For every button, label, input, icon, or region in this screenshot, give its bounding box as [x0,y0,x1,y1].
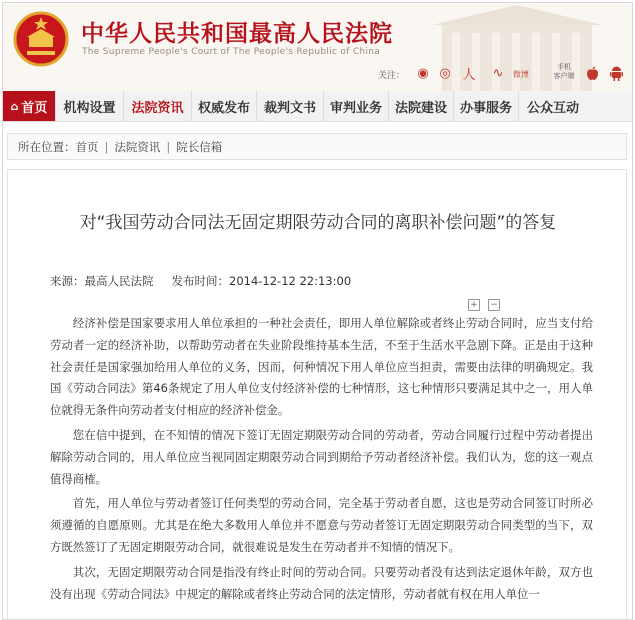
article-paragraph: 其次，无固定期限劳动合同是指没有终止时间的劳动合同。只要劳动者没有达到法定退休年龄，双方也没有出现《劳动合同法》中规定的解除或者终止劳动合同的法定情形，劳动者就有权在用人单位一 [50,564,593,601]
android-icon[interactable] [607,64,625,82]
article-title: 对“我国劳动合同法无固定期限劳动合同的离职补偿问题”的答复 [79,213,557,233]
nav-item-organization[interactable]: 机构设置 [56,91,124,121]
breadcrumb-home[interactable]: 首页 [75,139,99,154]
mobile-label-line1: 手机 [557,63,571,71]
article-paragraph: 您在信中提到，在不知情的情况下签订无固定期限劳动合同的劳动者，劳动合同履行过程中劳动者提出解除劳动合同的，用人单位应当视同固定期限劳动合同到期给予劳动者经济补偿。我们认为，您的这一观点值得商榷。 [50,427,593,486]
article-source: 来源：最高人民法院 [50,274,154,288]
nav-item-trial-business[interactable]: 审判业务 [324,91,389,121]
wechat-icon[interactable]: ◎ [439,65,451,81]
zoom-out-button[interactable]: − [488,299,500,311]
national-emblem-icon [13,11,69,67]
breadcrumb-court-news[interactable]: 法院资讯 [114,139,161,154]
nav-item-court-building[interactable]: 法院建设 [389,91,454,121]
weibo-icon[interactable]: ◉ [417,65,429,81]
breadcrumb [7,133,627,160]
breadcrumb-separator-icon: | [166,139,171,154]
site-header [3,3,632,91]
nav-item-services[interactable]: 办事服务 [454,91,519,121]
tencent-weibo-icon[interactable]: ∿ [492,65,504,81]
nav-item-authoritative-release[interactable]: 权威发布 [192,91,257,121]
breadcrumb-label: 所在位置： [18,139,76,154]
nav-item-judgments[interactable]: 裁判文书 [257,91,324,121]
article-panel [7,169,627,620]
people-weibo-icon[interactable]: 人 [462,67,476,83]
breadcrumb-separator-icon: | [104,139,109,154]
article-paragraph: 首先，用人单位与劳动者签订任何类型的劳动合同，完全基于劳动者自愿，这也是劳动合同签订时所必须遵循的自愿原则。尤其是在绝大多数用人单位并不愿意与劳动者签订无固定期限劳动合同类型的当下，双方既然签订了无固定期限劳动合同，就很难说是发生在劳动者并不知情的情况下。 [50,496,593,554]
mobile-label-line2: 客户端 [553,72,575,80]
zoom-in-button[interactable]: + [468,299,480,311]
nav-item-home[interactable] [3,91,56,121]
apple-icon[interactable] [583,64,601,82]
site-subtitle: The Supreme People's Court of The People's Republic of China [82,47,381,57]
site-title[interactable]: 中华人民共和国最高人民法院 [81,21,393,47]
article-publish-time: 发布时间：2014-12-12 22:13:00 [171,274,352,288]
article-body [50,313,593,608]
article-meta [50,273,351,289]
article-paragraph: 经济补偿是国家要求用人单位承担的一种社会责任，即用人单位解除或者终止劳动合同时，应当支付给劳动者一定的经济补助，以帮助劳动者在失业阶段维持基本生活，不至于生活水平急剧下降。正是由于这种社会责任是国家强加给用人单位的义务，因而，何种情况下用人单位应当担责，需要由法律的明确规定。我国《劳动合同法》第46条规定了用人单位支付经济补偿的七种情形，这七种情形只要满足其中之一，用人单位就得无条件向劳动者支付相应的经济补偿金。 [50,316,593,418]
page-frame [2,2,633,620]
main-nav [3,91,632,122]
mobile-client-link[interactable] [551,63,577,81]
home-icon: ⌂ [10,99,19,113]
nav-item-court-news[interactable]: 法院资讯 [124,91,192,121]
nav-home-label: 首页 [21,100,48,116]
breadcrumb-president-mailbox[interactable]: 院长信箱 [176,139,223,154]
weibo-link[interactable]: 微博 [513,70,529,79]
nav-item-public-interaction[interactable]: 公众互动 [526,100,579,116]
follow-label: 关注： [378,71,406,81]
